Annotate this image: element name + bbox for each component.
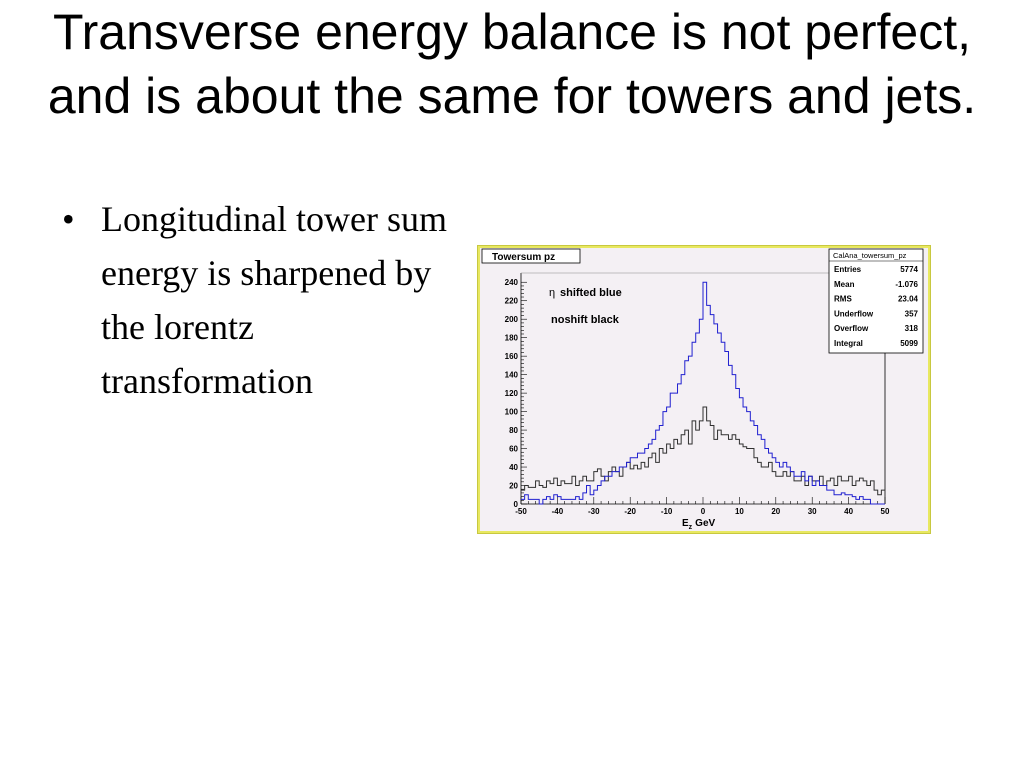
bullet-item	[60, 192, 470, 408]
x-axis-label-unit: GeV	[695, 518, 716, 529]
y-tick-label: 240	[504, 278, 518, 288]
stats-row-label: Overflow	[834, 324, 869, 334]
x-tick-label: -30	[588, 507, 600, 516]
y-tick-label: 160	[504, 352, 518, 362]
x-tick-label: 40	[844, 507, 854, 516]
x-axis-label-main: E	[682, 518, 689, 529]
y-tick-label: 100	[504, 407, 518, 417]
x-tick-label: 30	[807, 507, 817, 516]
x-tick-label: -40	[551, 507, 564, 516]
y-tick-label: 80	[509, 426, 518, 436]
stats-row-label: Underflow	[834, 309, 874, 319]
x-tick-label: -10	[660, 507, 673, 516]
x-tick-label: -20	[624, 507, 636, 516]
x-tick-label: 20	[771, 507, 781, 516]
stats-row-value: 5774	[900, 265, 918, 274]
y-tick-label: 40	[509, 463, 518, 473]
y-tick-label: 200	[504, 315, 518, 325]
x-tick-label: 50	[880, 507, 890, 516]
histogram-chart	[477, 245, 931, 534]
annotation-eta-symbol: η	[549, 287, 556, 299]
stats-row-value: -1.076	[895, 279, 918, 289]
y-tick-label: 60	[509, 444, 518, 454]
x-tick-label: -50	[515, 507, 527, 516]
annotation-shifted-blue: shifted blue	[560, 287, 622, 299]
bullet-list	[60, 192, 470, 408]
bullet-text: Longitudinal tower sum energy is sharpened by the lorentz transformation	[101, 199, 447, 401]
stats-row-label: RMS	[834, 294, 852, 304]
bullet-dot-icon: •	[62, 199, 75, 239]
stats-row-label: Mean	[834, 279, 855, 289]
stats-row-value: 5099	[900, 339, 918, 348]
stats-row-value: 357	[904, 309, 918, 319]
x-axis-label-subscript: z	[688, 524, 693, 531]
y-tick-label: 0	[513, 500, 518, 509]
stats-row-value: 23.04	[897, 294, 918, 304]
x-tick-label: 0	[700, 507, 706, 516]
stats-row-label: Entries	[834, 265, 862, 274]
plot-title: Towersum pz	[492, 252, 556, 263]
histogram-figure	[477, 245, 931, 534]
y-tick-label: 120	[504, 389, 518, 399]
x-tick-label: 10	[734, 507, 744, 516]
y-tick-label: 20	[509, 481, 518, 491]
y-tick-label: 140	[504, 370, 518, 380]
y-tick-label: 180	[504, 333, 518, 343]
stats-row-value: 318	[904, 324, 918, 334]
stats-box-name: CalAna_towersum_pz	[833, 251, 907, 260]
stats-row-label: Integral	[834, 339, 863, 348]
stats-box	[829, 249, 923, 353]
annotation-noshift-black: noshift black	[551, 314, 619, 326]
slide-title: Transverse energy balance is not perfect, and is about the same for towers and jets.	[47, 4, 977, 124]
y-tick-label: 220	[504, 296, 518, 306]
